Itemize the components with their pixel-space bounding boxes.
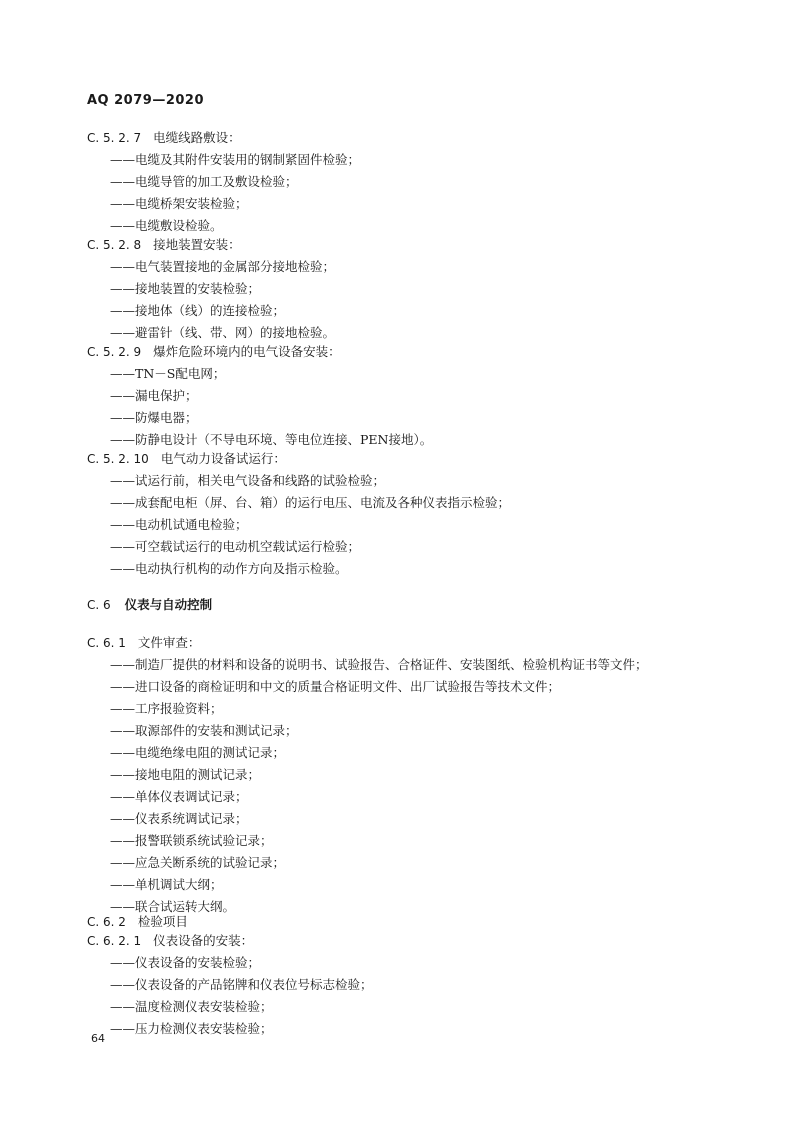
clause-title: 仪表设备的安装： — [153, 933, 254, 948]
section-number: C. 6 — [87, 598, 111, 612]
list-item: ——压力检测仪表安装检验； — [110, 1021, 273, 1036]
list-item: ——仪表设备的产品铭牌和仪表位号标志检验； — [110, 977, 373, 992]
list-item: ——仪表系统调试记录； — [110, 811, 248, 826]
section-title: 仪表与自动控制 — [124, 597, 213, 612]
clause-heading — [87, 344, 341, 360]
list-item: ——漏电保护； — [110, 388, 198, 403]
clause-title: 爆炸危险环境内的电气设备安装： — [153, 344, 341, 359]
list-item: ——联合试运转大纲。 — [110, 899, 236, 914]
list-item: ——电气装置接地的金属部分接地检验； — [110, 259, 336, 274]
list-item: ——报警联锁系统试验记录； — [110, 833, 273, 848]
clause-heading — [87, 635, 200, 651]
list-item: ——避雷针（线、带、网）的接地检验。 — [110, 325, 336, 340]
list-item: ——单机调试大纲； — [110, 877, 223, 892]
list-item: ——防爆电器； — [110, 410, 198, 425]
list-item: ——可空载试运行的电动机空载试运行检验； — [110, 539, 361, 554]
list-item: ——电缆桥架安装检验； — [110, 196, 248, 211]
list-item: ——电缆敷设检验。 — [110, 218, 223, 233]
clause-heading — [87, 914, 188, 930]
page-number: 64 — [91, 1032, 105, 1045]
list-item: ——电缆绝缘电阻的测试记录； — [110, 745, 286, 760]
clause-heading — [87, 451, 286, 467]
list-item: ——进口设备的商检证明和中文的质量合格证明文件、出厂试验报告等技术文件； — [110, 679, 561, 694]
list-item: ——接地装置的安装检验； — [110, 281, 261, 296]
list-item: ——成套配电柜（屏、台、箱）的运行电压、电流及各种仪表指示检验； — [110, 495, 511, 510]
clause-title: 检验项目 — [137, 914, 188, 929]
clause-number: C. 6. 2. 1 — [87, 934, 142, 948]
list-item: ——电缆导管的加工及敷设检验； — [110, 174, 298, 189]
list-item: ——防静电设计（不导电环境、等电位连接、PEN接地）。 — [110, 432, 433, 447]
list-item: ——电动执行机构的动作方向及指示检验。 — [110, 561, 348, 576]
list-item: ——仪表设备的安装检验； — [110, 955, 261, 970]
clause-heading — [87, 933, 253, 949]
list-item: ——接地电阻的测试记录； — [110, 767, 261, 782]
clause-heading — [87, 130, 241, 146]
clause-number: C. 6. 1 — [87, 636, 126, 650]
clause-number: C. 6. 2 — [87, 915, 126, 929]
clause-number: C. 5. 2. 7 — [87, 131, 142, 145]
list-item: ——工序报验资料； — [110, 701, 223, 716]
list-item: ——电动机试通电检验； — [110, 517, 248, 532]
clause-title: 电缆线路敷设： — [153, 130, 241, 145]
list-item: ——TN－S配电网； — [110, 366, 226, 381]
clause-title: 电气动力设备试运行： — [160, 451, 286, 466]
clause-number: C. 5. 2. 9 — [87, 345, 142, 359]
clause-title: 文件审查： — [137, 635, 201, 650]
list-item: ——单体仪表调试记录； — [110, 789, 248, 804]
clause-number: C. 5. 2. 8 — [87, 238, 142, 252]
standard-code: AQ 2079—2020 — [87, 93, 205, 108]
list-item: ——接地体（线）的连接检验； — [110, 303, 286, 318]
list-item: ——取源部件的安装和测试记录； — [110, 723, 298, 738]
list-item: ——温度检测仪表安装检验； — [110, 999, 273, 1014]
clause-number: C. 5. 2. 10 — [87, 452, 149, 466]
section-heading — [87, 597, 212, 613]
clause-title: 接地装置安装： — [153, 237, 241, 252]
list-item: ——试运行前，相关电气设备和线路的试验检验； — [110, 473, 386, 488]
list-item: ——电缆及其附件安装用的钢制紧固件检验； — [110, 152, 361, 167]
clause-heading — [87, 237, 241, 253]
list-item: ——应急关断系统的试验记录； — [110, 855, 286, 870]
list-item: ——制造厂提供的材料和设备的说明书、试验报告、合格证件、安装图纸、检验机构证书等文件； — [110, 657, 648, 672]
